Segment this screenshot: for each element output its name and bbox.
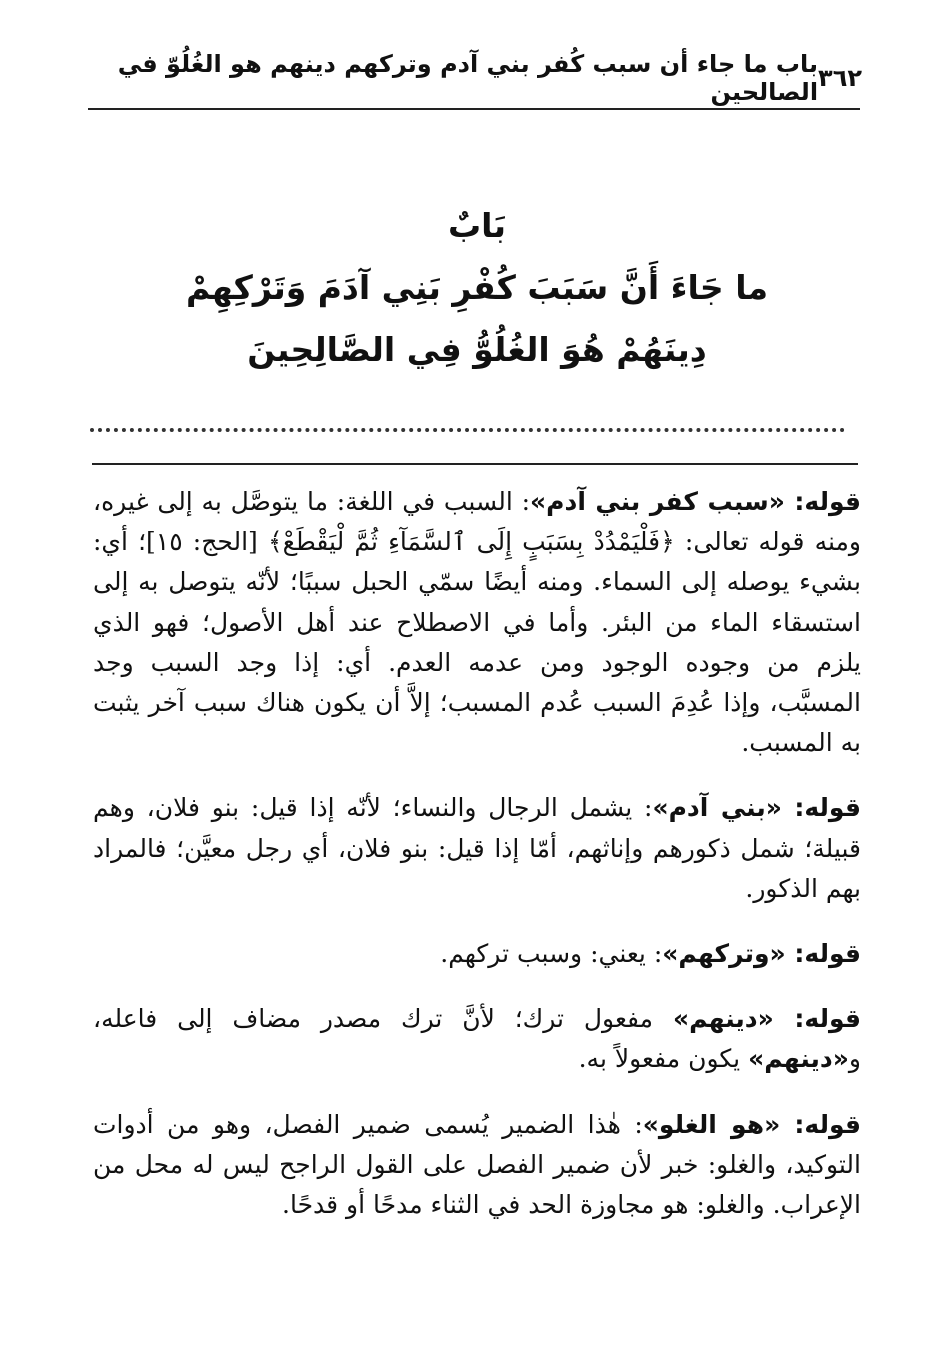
paragraph-text: : السبب في اللغة: ما يتوصَّل به إلى غيره، ومنه قوله تعالى:	[93, 487, 861, 557]
paragraph-text: : هٰذا الضمير يُسمى ضمير الفصل، وهو من أدوات التوكيد، والغلو: خبر لأن ضمير الفصل على القول الراجح ليس له محل من الإعراب. والغلو: هو مجاوزة الحد في الثناء مدحًا أو قدحًا.	[93, 1109, 861, 1220]
paragraph-5	[93, 1105, 861, 1226]
paragraph-text: : يعني: وسبب تركهم.	[440, 939, 663, 969]
paragraph-lead: قوله:	[794, 939, 861, 969]
page-number: ٣٦٢	[818, 64, 862, 92]
chapter-title-line-2: ما جَاءَ أَنَّ سَبَبَ كُفْرِ بَنِي آدَمَ وَتَرْكِهِمْ	[185, 268, 769, 307]
quoted-term: «هو الغلو»	[642, 1109, 795, 1139]
commentary-body	[93, 482, 861, 1225]
paragraph-lead: قوله:	[794, 487, 861, 516]
paragraph-lead: قوله:	[794, 1109, 861, 1139]
paragraph-lead: قوله:	[794, 1004, 861, 1034]
quoted-term: «وتركهم»	[662, 939, 795, 969]
running-title: باب ما جاء أن سبب كُفر بني آدم وتركهم دينهم هو الغُلُوّ في الصالحين	[117, 50, 819, 106]
quoted-term: «دينهم»	[748, 1044, 849, 1074]
chapter-title-line-1: بَابٌ	[448, 206, 506, 245]
header-rule	[88, 108, 860, 110]
paragraph-text: مفعول ترك؛ لأنَّ ترك مصدر مضاف إلى فاعله، و	[93, 1004, 861, 1074]
quran-quote: ﴿فَلْيَمْدُدْ بِسَبَبٍ إِلَى ٱلسَّمَآءِ ثُمَّ لْيَقْطَعْ﴾	[267, 527, 675, 557]
paragraph-lead: قوله:	[794, 793, 861, 823]
paragraph-3	[93, 934, 861, 974]
quoted-term: «بني آدم»	[652, 793, 795, 823]
quoted-term: «دينهم»	[672, 1004, 795, 1034]
paragraph-4	[93, 999, 861, 1079]
running-header	[92, 50, 862, 106]
paragraph-text: : يشمل الرجال والنساء؛ لأنّه إذا قيل: بنو فلان، وهم قبيلة؛ شمل ذكورهم وإناثهم، أمّا إذا قيل: بنو فلان، أي رجل معيَّن؛ فالمراد بهم الذكور.	[93, 793, 861, 903]
commentary-separator	[92, 463, 858, 465]
chapter-title-line-3: دِينَهُمْ هُوَ الغُلُوُّ فِي الصَّالِحِينَ	[247, 330, 707, 369]
paragraph-2	[93, 788, 861, 909]
quoted-term: «سبب كفر بني آدم»	[530, 487, 795, 516]
paragraph-1	[93, 482, 861, 763]
paragraph-text: يكون مفعولاً به.	[578, 1044, 749, 1074]
dotted-separator	[90, 428, 845, 432]
paragraph-text: [الحج: ١٥]؛ أي: بشيء يوصله إلى السماء. ومنه أيضًا سمّي الحبل سببًا؛ لأنّه يتوصل به إلى استسقاء الماء من البئر. وأما في الاصطلاح عند أهل الأصول؛ فهو الذي يلزم من وجوده الوجود ومن عدمه العدم. أي: إذا وجد السبب وجد المسبَّب، وإذا عُدِمَ السبب عُدم المسبب؛ إلاَّ أن يكون هناك سبب آخر يثبت به المسبب.	[93, 527, 861, 758]
chapter-title	[92, 195, 862, 381]
